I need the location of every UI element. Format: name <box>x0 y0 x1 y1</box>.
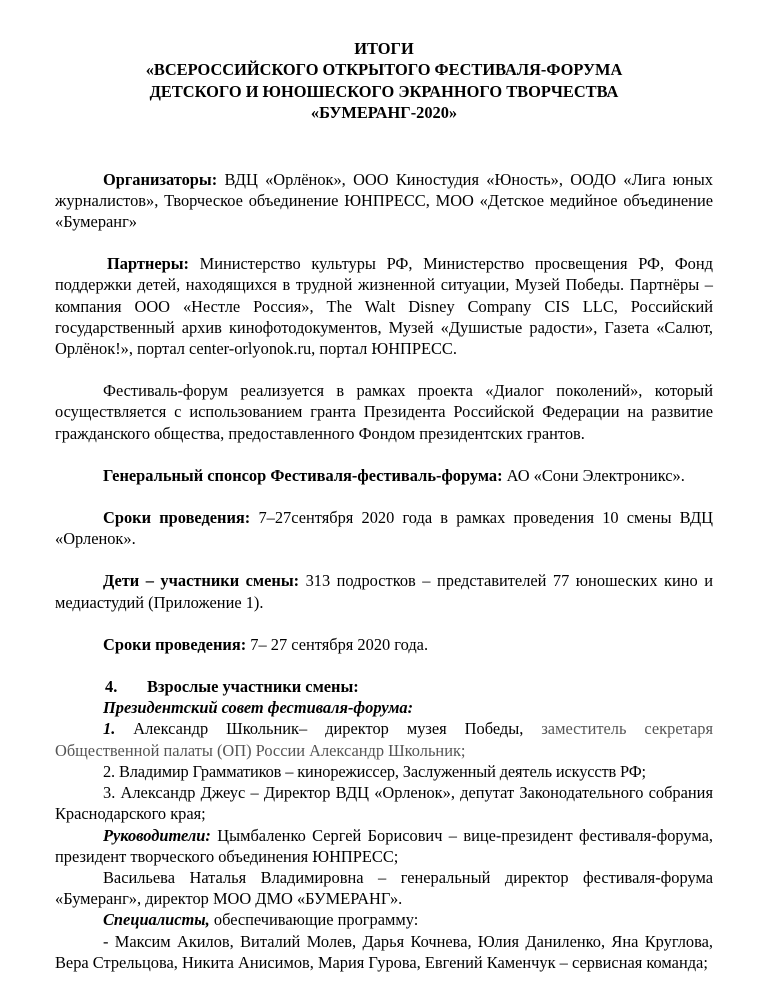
sponsor-text: АО «Сони Электроникс». <box>502 465 685 485</box>
dates-text-2: 7– 27 сентября 2020 года. <box>246 634 429 654</box>
dates-label-2: Сроки проведения: <box>103 634 247 654</box>
grant-text: Фестиваль-форум реализуется в рамках проекта «Диалог поколений», который осуществляется с использованием гранта Президента Российской Федерации на развитие гражданского общества, предоставленного Фондом президентских грантов. <box>55 381 713 443</box>
specialists-paragraph <box>55 909 713 930</box>
document-title <box>55 38 713 124</box>
council-item-1-gray-text: заместитель секретаря Общественной палаты (ОП) России Александр Школьник; <box>55 719 713 760</box>
title-line-2: «ВСЕРОССИЙСКОГО ОТКРЫТОГО ФЕСТИВАЛЯ-ФОРУМА <box>145 60 623 80</box>
sponsor-label: Генеральный спонсор Фестиваля-фестиваль-форума: <box>103 465 503 485</box>
adults-heading-text: Взрослые участники смены: <box>147 677 359 697</box>
council-item-2 <box>55 761 713 782</box>
children-text: 313 подростков – представителей 77 юношеских кино и медиастудий (Приложение 1). <box>55 571 713 612</box>
leader-2-paragraph <box>55 867 713 909</box>
service-team-text: - Максим Акилов, Виталий Молев, Дарья Кочнева, Юлия Даниленко, Яна Круглова, Вера Стрельцова, Никита Анисимов, Мария Гурова, Евгений Каменчук – сервисная команда; <box>55 931 713 972</box>
leaders-label: Руководители: <box>103 825 211 845</box>
leaders-text: Цымбаленко Сергей Борисович – вице-президент фестиваля-форума, президент творческого объединения ЮНПРЕСС; <box>55 825 713 866</box>
adults-number: 4. <box>105 677 118 697</box>
council-item-3-text: 3. Александр Джеус – Директор ВДЦ «Орленок», депутат Законодательного собрания Краснодарского края; <box>55 783 713 824</box>
council-item-2-text: 2. Владимир Грамматиков – кинорежиссер, Заслуженный деятель искусств РФ; <box>103 761 646 781</box>
partners-label: Партнеры: <box>107 254 189 274</box>
council-item-1-text: Александр Школьник– директор музея Победы, <box>115 719 542 739</box>
sponsor-paragraph <box>55 465 713 486</box>
children-paragraph <box>55 570 713 612</box>
council-heading <box>55 697 713 718</box>
council-item-1-number: 1. <box>103 719 116 739</box>
children-label: Дети – участники смены: <box>103 571 300 591</box>
title-line-1: ИТОГИ <box>354 39 414 58</box>
council-item-3 <box>55 782 713 824</box>
dates-paragraph <box>55 507 713 549</box>
specialists-text: обеспечивающие программу: <box>209 910 419 930</box>
adults-heading <box>105 676 713 697</box>
dates-paragraph-2 <box>55 634 713 655</box>
title-line-4: «БУМЕРАНГ-2020» <box>310 103 458 123</box>
organizers-paragraph <box>55 169 713 233</box>
specialists-label: Специалисты, <box>103 910 210 930</box>
title-line-3: ДЕТСКОГО И ЮНОШЕСКОГО ЭКРАННОГО ТВОРЧЕСТВА <box>149 81 619 101</box>
service-team-paragraph <box>55 931 713 973</box>
grant-paragraph <box>55 380 713 444</box>
council-heading-text: Президентский совет фестиваля-форума: <box>103 698 414 718</box>
dates-label: Сроки проведения: <box>103 508 251 528</box>
organizers-text: ВДЦ «Орлёнок», ООО Киностудия «Юность», ООДО «Лига юных журналистов», Творческое объединение ЮНПРЕСС, МОО «Детское медийное объединение «Бумеранг» <box>55 169 713 232</box>
leaders-paragraph <box>55 825 713 867</box>
dates-text: 7–27сентября 2020 года в рамках проведения 10 смены ВДЦ «Орленок». <box>55 508 713 549</box>
partners-paragraph <box>55 253 713 359</box>
organizers-label: Организаторы: <box>103 169 218 189</box>
partners-text: Министерство культуры РФ, Министерство просвещения РФ, Фонд поддержки детей, находящихся в трудной жизненной ситуации, Музей Победы. Партнёры – компания ООО «Нестле Россия», The Walt Disney Company CIS LLC, Российский государственный архив кинофотодокументов, Музей «Душистые радости», Газета «Салют, Орлёнок!», портал center-orlyonok.ru, портал ЮНПРЕСС. <box>55 254 713 359</box>
council-item-1 <box>55 718 713 760</box>
leader-2-text: Васильева Наталья Владимировна – генеральный директор фестиваля-форума «Бумеранг», директор МОО ДМО «БУМЕРАНГ». <box>55 867 713 909</box>
